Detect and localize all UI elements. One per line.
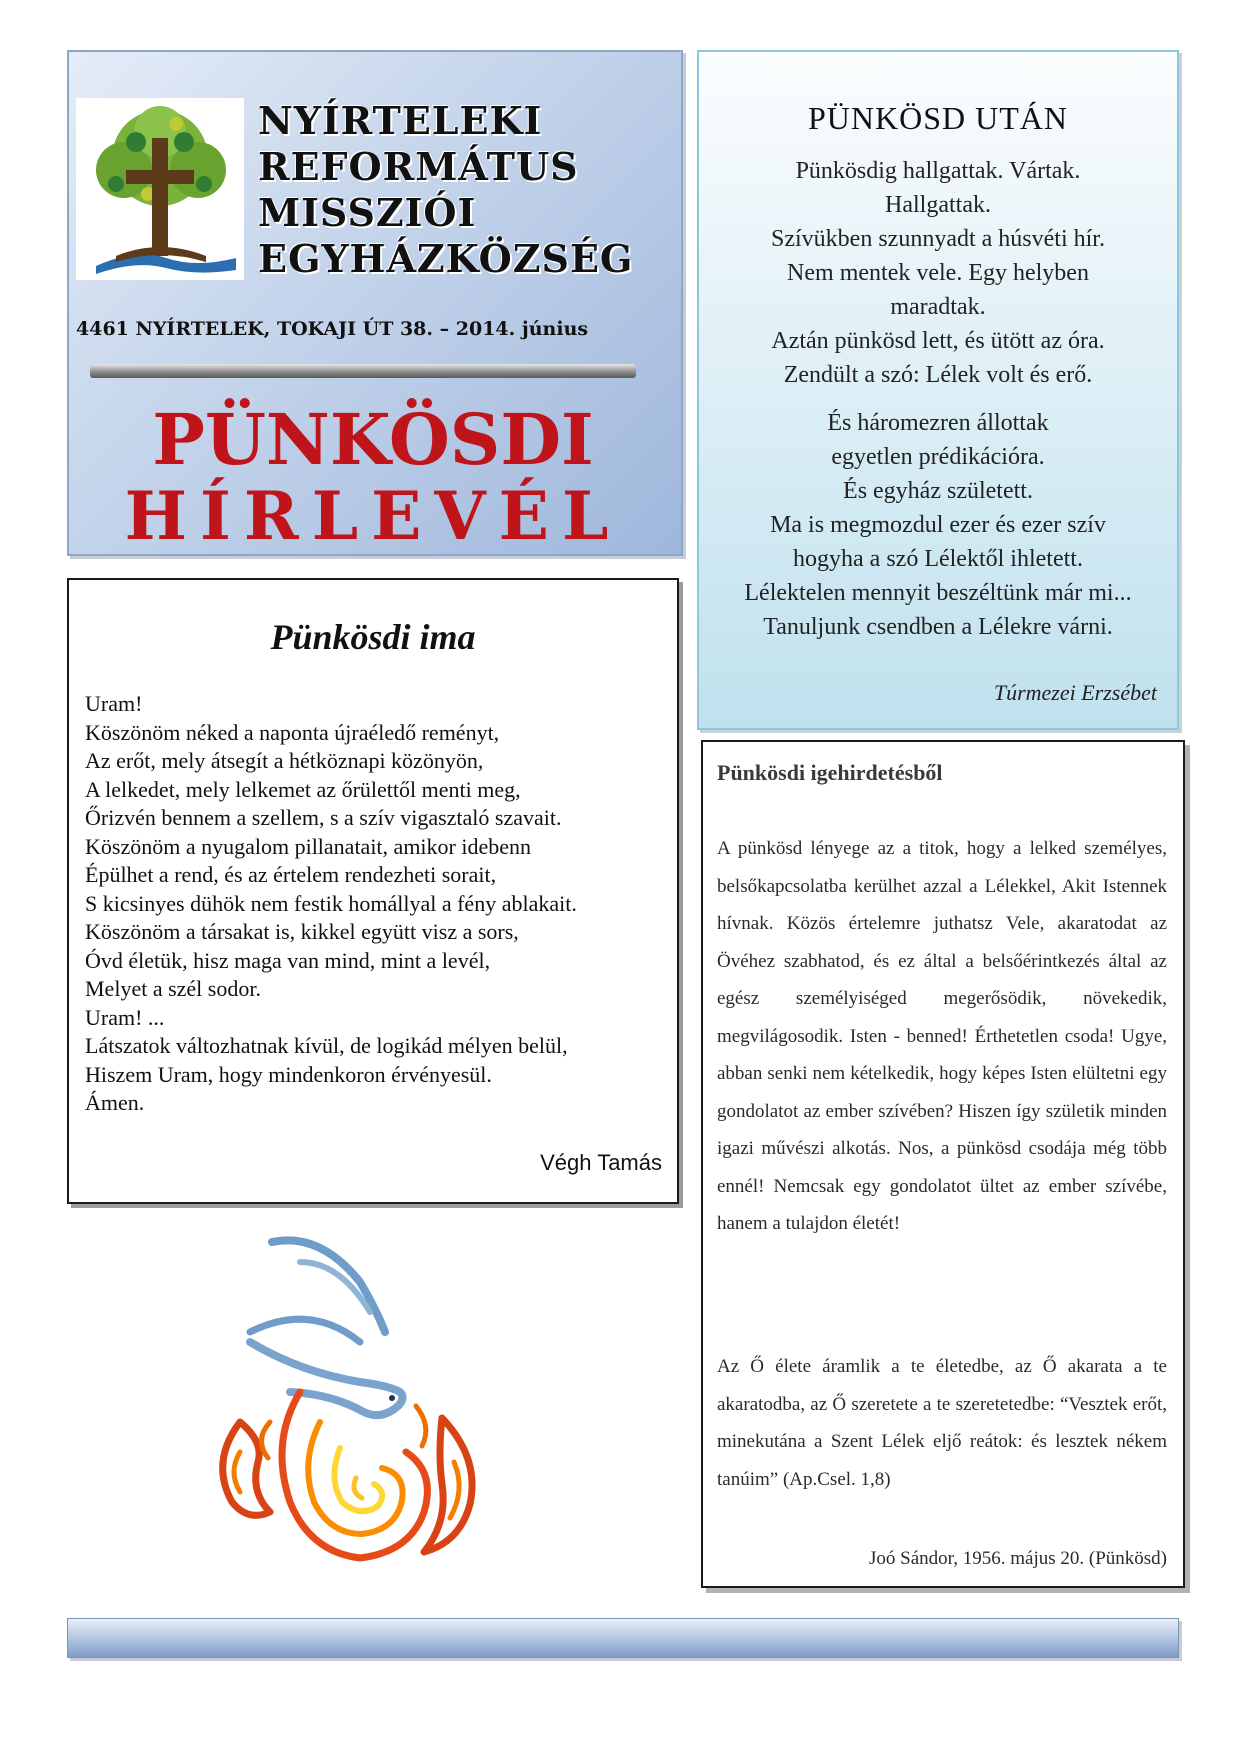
sermon-title: Pünkösdi igehirdetésből [717, 760, 943, 785]
prayer-line: Óvd életük, hisz maga van mind, mint a levél, [85, 947, 491, 973]
address-date-line: 4461 NYÍRTELEK, TOKAJI ÚT 38. – 2014. június [76, 318, 589, 340]
poem-line: Szívükben szunnyadt a húsvéti hír. [771, 226, 1105, 252]
poem-line: És egyház született. [843, 478, 1033, 504]
prayer-line: Épülhet a rend, és az értelem rendezheti sorait, [85, 862, 497, 887]
prayer-line: Ámen. [85, 1090, 145, 1115]
poem-line: Tanuljunk csendben a Lélekre várni. [763, 614, 1113, 640]
poem-stanza-1 [705, 154, 1171, 392]
prayer-line: Őrizvén bennem a szellem, s a szív vigasztaló szavait. [85, 805, 562, 830]
poem-author: Túrmezei Erzsébet [993, 680, 1157, 705]
prayer-line: S kicsinyes dühök nem festik homállyal a fény ablakait. [85, 890, 577, 916]
poem-line: egyetlen prédikációra. [831, 444, 1045, 470]
poem-line: maradtak. [890, 294, 986, 320]
prayer-line: Uram! ... [85, 1004, 165, 1030]
poem-line: És háromezren állottak [827, 410, 1049, 436]
prayer-title: Pünkösdi ima [270, 617, 476, 657]
prayer-line: Hiszem Uram, hogy mindenkoron érvényesül. [85, 1061, 492, 1087]
org-name-line-4: EGYHÁZKÖZSÉG [258, 236, 634, 281]
poem-line: Ma is megmozdul ezer és ezer szív [770, 512, 1106, 538]
prayer-line: Köszönöm a társakat is, kikkel együtt visz a sors, [85, 919, 519, 944]
church-logo [76, 98, 244, 280]
dove-flame-illustration [210, 1222, 510, 1568]
sermon-paragraph-2: Az Ő élete áramlik a te életedbe, az Ő akarata a te akaratodba, az Ő szeretete a te szeretetedbe: “Vesztek erőt, minekutána a Szent Lélek eljő reátok: és lesztek nékem tanúim” (Ap.Csel. 1,8) [717, 1356, 1167, 1490]
prayer-line: Az erőt, mely átsegít a hétköznapi közönyön, [85, 748, 484, 773]
prayer-line: Köszönöm néked a naponta újraéledő reményt, [85, 719, 500, 745]
org-name-line-3: MISSZIÓI [258, 190, 477, 235]
prayer-line: Látszatok változhatnak kívül, de logikád mélyen belül, [85, 1033, 568, 1058]
sermon-signature: Joó Sándor, 1956. május 20. (Pünkösd) [869, 1548, 1167, 1569]
poem-line: Hallgattak. [885, 192, 991, 218]
prayer-line: A lelkedet, mely lelkemet az őrülettől menti meg, [85, 776, 521, 802]
poem-line: Nem mentek vele. Egy helyben [787, 260, 1089, 286]
poem-line: Zendült a szó: Lélek volt és erő. [783, 362, 1093, 388]
org-name-line-2: REFORMÁTUS [258, 144, 579, 189]
poem-stanza-2 [705, 406, 1171, 644]
header-divider [90, 364, 636, 378]
prayer-line: Uram! [85, 691, 143, 716]
poem-line: Lélektelen mennyit beszéltünk már mi... [744, 580, 1132, 606]
poem-title: PÜNKÖSD UTÁN [807, 100, 1068, 136]
poem-line: Pünkösdig hallgattak. Vártak. [795, 158, 1081, 184]
poem-line: hogyha a szó Lélektől ihletett. [793, 546, 1083, 572]
prayer-author: Végh Tamás [540, 1150, 662, 1175]
prayer-line: Melyet a szél sodor. [85, 976, 261, 1001]
poem-line: Aztán pünkösd lett, és ütött az óra. [771, 328, 1105, 354]
org-name-line-1: NYÍRTELEKI [258, 98, 543, 143]
newsletter-title-line-1: PÜNKÖSDI [152, 398, 594, 481]
newsletter-title-line-2: HÍRLEVÉL [124, 477, 622, 555]
dove-icon [210, 1222, 510, 1568]
footer-bar [67, 1618, 1179, 1658]
prayer-text [85, 690, 577, 1118]
prayer-line: Köszönöm a nyugalom pillanatait, amikor idebenn [85, 833, 532, 859]
tree-cross-logo-icon [76, 98, 244, 280]
sermon-paragraph-1: A pünkösd lényege az a titok, hogy a lelked személyes, belsőkapcsolatba kerülhet azzal a Lélekkel, Akit Istennek hívnak. Közös értelemre juthatsz Vele, akaratodat az Övéhez szabhatod, és ez által a belsőérintkezés által az egész személyiséged megerősödik, növekedik, megvilágosodik. Isten - benned! Érthetetlen csoda! Ugye, abban senki nem kételkedik, hogy képes Isten elültetni egy gondolatot az ember szívében? Hiszen így születik minden igazi művészi alkotás. Nos, a pünkösd csodája még több ennél! Nemcsak egy gondolatot ültet az ember szívébe, hanem a tulajdon életét! [717, 838, 1167, 1234]
